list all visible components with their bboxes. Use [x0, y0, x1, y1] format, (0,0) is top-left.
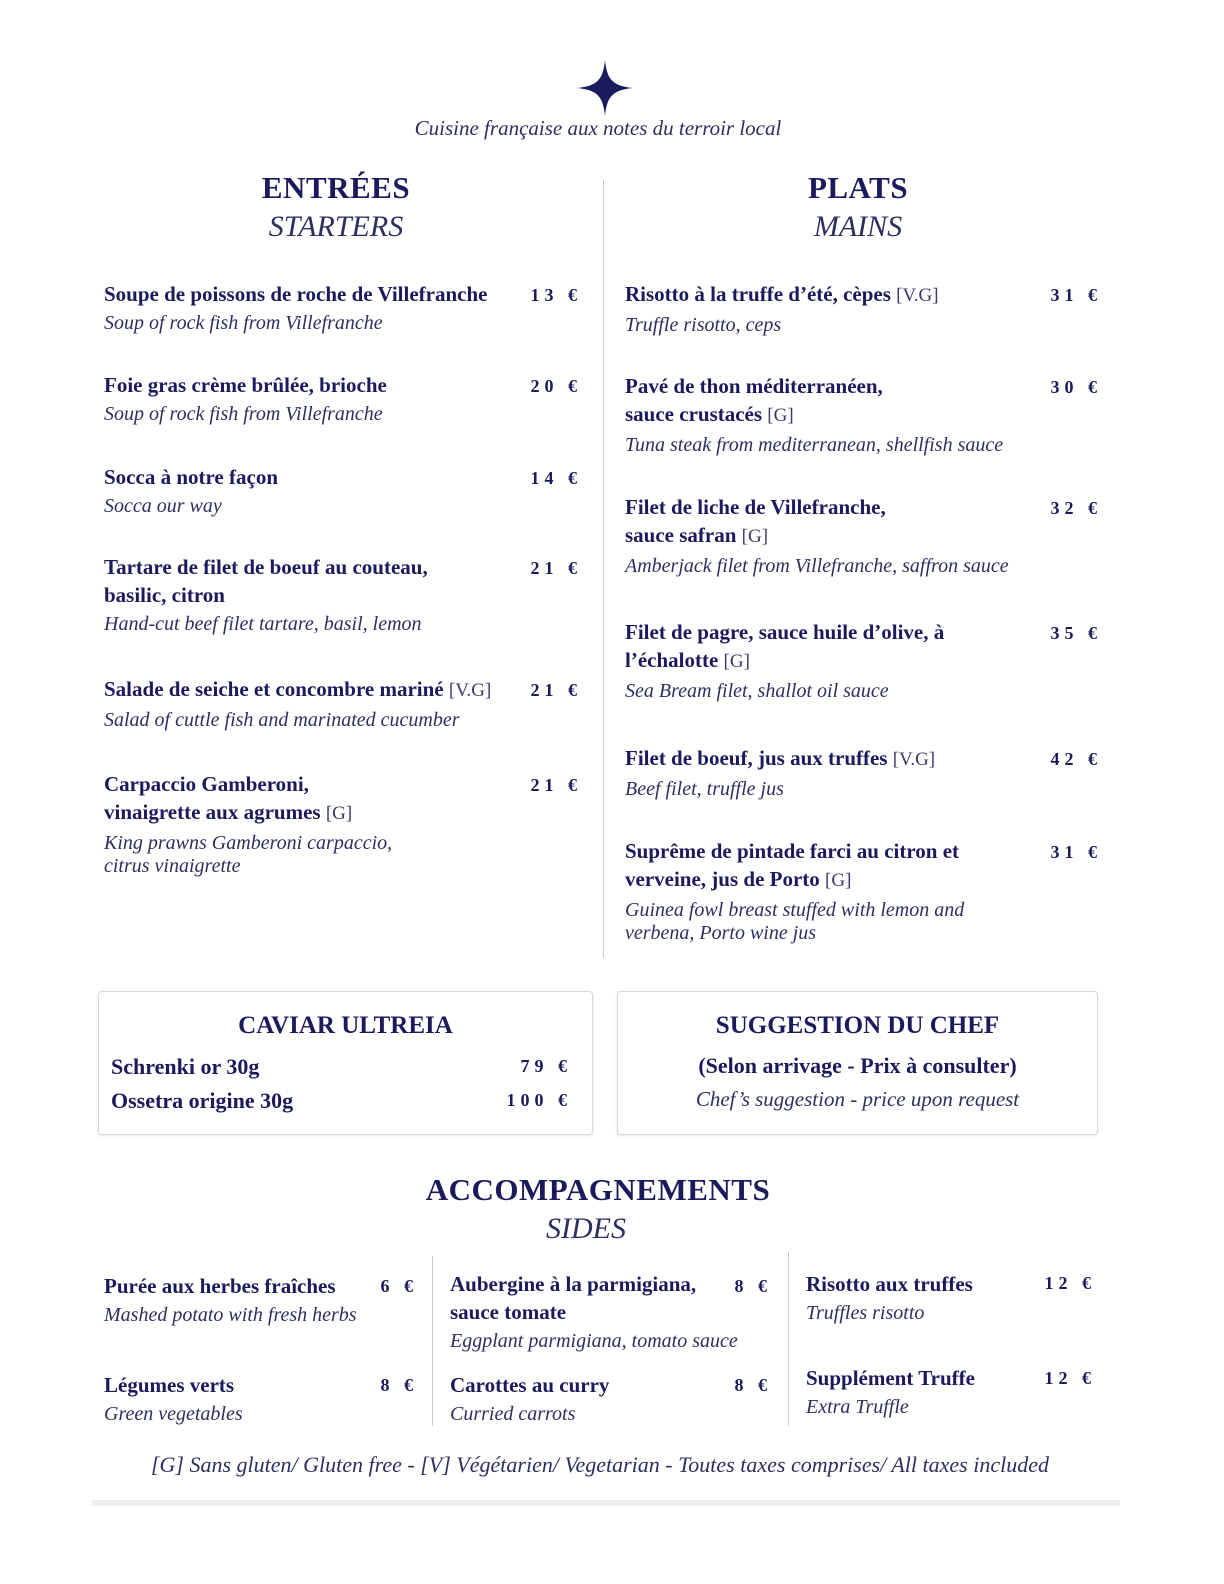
side-item: [806, 1270, 1046, 1325]
side-item: [806, 1364, 1046, 1419]
item-name: Purée aux herbes fraîches: [104, 1274, 336, 1298]
menu-item: [625, 493, 1045, 578]
caviar-item-name: Schrenki or 30g: [111, 1054, 260, 1079]
caviar-item-price: 100 €: [506, 1090, 572, 1110]
item-price: 21 €: [530, 775, 582, 795]
diet-tag: [V.G]: [448, 680, 492, 701]
item-description: Salad of cuttle fish and marinated cucumber: [104, 709, 460, 731]
starters-title: ENTRÉES: [261, 170, 411, 205]
item-name: Soupe de poissons de roche de Villefranche: [104, 282, 488, 306]
item-name-text: Filet de pagre, sauce huile d’olive, à l’échalotte: [625, 620, 945, 672]
item-price: 6 €: [380, 1276, 418, 1296]
item-description: Soup of rock fish from Villefranche: [104, 312, 383, 334]
item-name: [625, 618, 965, 676]
caviar-title: CAVIAR ULTREIA: [238, 1012, 453, 1039]
caviar-item-name: Ossetra origine 30g: [111, 1088, 294, 1113]
item-name: Risotto aux truffes: [806, 1272, 973, 1296]
item-name: Aubergine à la parmigiana, sauce tomate: [450, 1272, 697, 1324]
chef-suggestion-translation: Chef’s suggestion - price upon request: [695, 1087, 1020, 1111]
item-description: Hand-cut beef filet tartare, basil, lemon: [104, 613, 422, 635]
footer-bar: [92, 1500, 1120, 1506]
item-name-text: Suprême de pintade farci au citron et verveine, jus de Porto: [625, 839, 960, 891]
side-item: [450, 1371, 750, 1426]
item-price: 21 €: [530, 558, 582, 578]
caviar-item-price: 79 €: [520, 1056, 572, 1076]
item-name-text: Filet de boeuf, jus aux truffes: [625, 746, 888, 770]
menu-item: [104, 770, 404, 878]
menu-item: [625, 837, 1025, 945]
menu-item: [104, 371, 524, 426]
item-name: [625, 744, 1045, 774]
item-description: Sea Bream filet, shallot oil sauce: [625, 680, 889, 702]
item-name: Carottes au curry: [450, 1373, 610, 1397]
four-point-star-icon: [577, 60, 633, 116]
chef-suggestion-box: [617, 991, 1098, 1135]
item-name: [104, 675, 534, 705]
side-item: [104, 1272, 404, 1327]
item-name-text: Pavé de thon méditerranéen, sauce crustacés: [625, 374, 883, 426]
menu-item: [625, 372, 1045, 457]
item-price: 12 €: [1044, 1273, 1096, 1293]
item-name-text: Carpaccio Gamberoni, vinaigrette aux agrumes: [104, 772, 321, 824]
chef-suggestion-note: (Selon arrivage - Prix à consulter): [698, 1053, 1017, 1078]
item-name: [625, 493, 925, 551]
tagline: Cuisine française aux notes du terroir local: [414, 116, 782, 140]
item-price: 8 €: [734, 1375, 772, 1395]
mains-title: PLATS: [807, 170, 909, 205]
menu-item: [625, 280, 1045, 337]
side-item: [104, 1371, 404, 1426]
side-item: [450, 1270, 770, 1353]
item-description: Amberjack filet from Villefranche, saffron sauce: [625, 555, 1009, 577]
item-description: Truffle risotto, ceps: [625, 314, 782, 336]
diet-tag: [G]: [825, 870, 852, 891]
item-description: Socca our way: [104, 495, 222, 517]
item-price: 13 €: [530, 285, 582, 305]
item-price: 12 €: [1044, 1368, 1096, 1388]
item-price: 14 €: [530, 468, 582, 488]
diet-tag: [V.G]: [892, 749, 936, 770]
item-name: Supplément Truffe: [806, 1366, 975, 1390]
item-description: Tuna steak from mediterranean, shellfish sauce: [625, 434, 1004, 456]
item-description: Curried carrots: [450, 1403, 576, 1425]
item-description: King prawns Gamberoni carpaccio, citrus vinaigrette: [104, 832, 393, 877]
menu-item: [625, 744, 1045, 801]
diet-tag: [G]: [723, 651, 750, 672]
diet-tag: [G]: [325, 803, 353, 824]
item-price: 8 €: [734, 1276, 772, 1296]
diet-tag: [G]: [767, 405, 794, 426]
item-price: 21 €: [530, 680, 582, 700]
footer-legend: [G] Sans gluten/ Gluten free - [V] Végétarien/ Vegetarian - Toutes taxes comprises/ All taxes included: [150, 1452, 1049, 1477]
item-description: Green vegetables: [104, 1403, 243, 1425]
caviar-item: [111, 1054, 572, 1080]
item-description: Mashed potato with fresh herbs: [104, 1304, 357, 1326]
item-price: 32 €: [1050, 498, 1102, 518]
item-price: 20 €: [530, 376, 582, 396]
sides-subtitle: SIDES: [546, 1212, 626, 1245]
menu-item: [104, 553, 484, 636]
item-price: 31 €: [1050, 285, 1102, 305]
sides-title: ACCOMPAGNEMENTS: [425, 1172, 771, 1207]
menu-item: [625, 618, 1045, 703]
item-name-text: Filet de liche de Villefranche, sauce safran: [625, 495, 886, 547]
item-price: 30 €: [1050, 377, 1102, 397]
item-description: Truffles risotto: [806, 1302, 925, 1324]
mains-subtitle: MAINS: [813, 210, 903, 243]
item-price: 31 €: [1050, 842, 1102, 862]
starters-subtitle: STARTERS: [268, 210, 404, 243]
caviar-item: [111, 1088, 572, 1114]
item-name: [625, 372, 925, 430]
sides-divider: [432, 1256, 433, 1426]
column-divider: [603, 180, 604, 958]
item-name: Foie gras crème brûlée, brioche: [104, 373, 387, 397]
item-description: Extra Truffle: [806, 1396, 909, 1418]
item-name: [104, 770, 404, 828]
item-name: [625, 837, 1005, 895]
item-description: Eggplant parmigiana, tomato sauce: [450, 1330, 738, 1352]
sides-divider: [788, 1252, 789, 1426]
item-description: Guinea fowl breast stuffed with lemon and verbena, Porto wine jus: [625, 899, 965, 944]
item-name: Socca à notre façon: [104, 465, 278, 489]
item-price: 42 €: [1050, 749, 1102, 769]
item-name: [625, 280, 1045, 310]
diet-tag: [G]: [741, 526, 769, 547]
menu-item: [104, 280, 529, 335]
item-description: Soup of rock fish from Villefranche: [104, 403, 383, 425]
item-price: 35 €: [1050, 623, 1102, 643]
item-name: Tartare de filet de boeuf au couteau, basilic, citron: [104, 555, 428, 607]
menu-item: [104, 675, 534, 732]
diet-tag: [V.G]: [896, 285, 939, 306]
chef-suggestion-title: SUGGESTION DU CHEF: [715, 1012, 1000, 1039]
item-description: Beef filet, truffle jus: [625, 778, 784, 800]
item-name-text: Salade de seiche et concombre mariné: [104, 677, 444, 701]
item-name-text: Risotto à la truffe d’été, cèpes: [625, 282, 891, 306]
item-name: Légumes verts: [104, 1373, 235, 1397]
item-price: 8 €: [380, 1375, 418, 1395]
caviar-box: [98, 991, 593, 1135]
menu-item: [104, 463, 524, 518]
